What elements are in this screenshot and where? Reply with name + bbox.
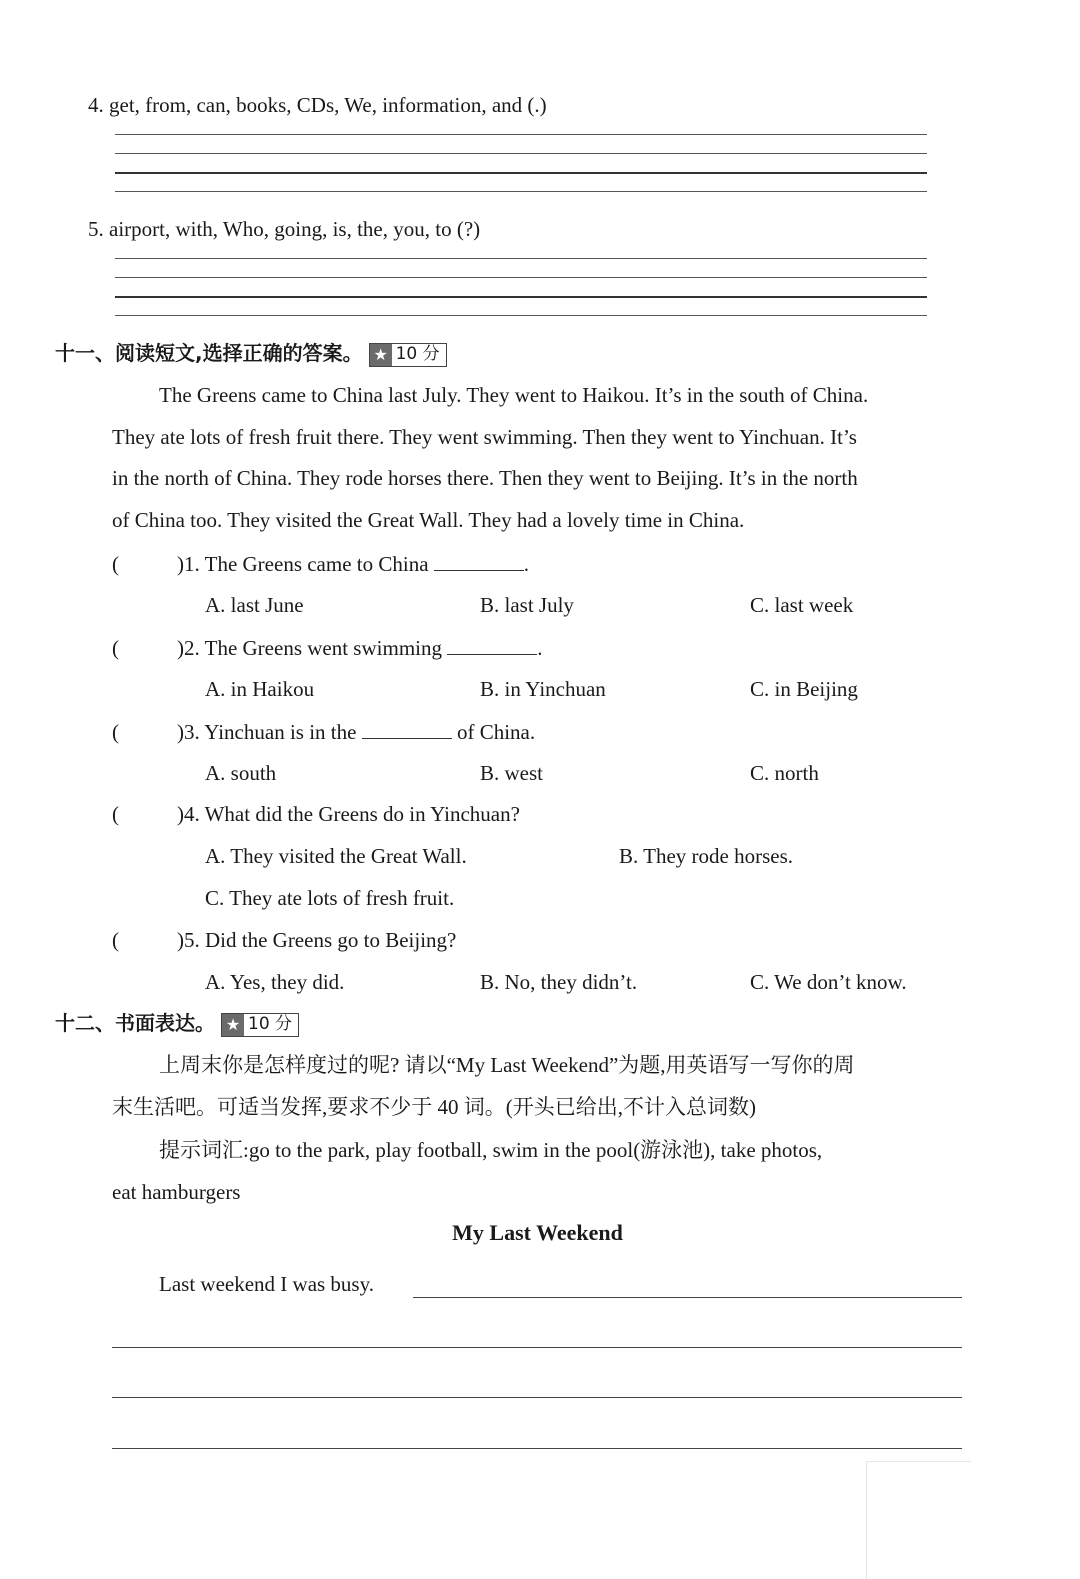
answer-line	[115, 258, 927, 259]
star-icon: ★	[370, 344, 392, 366]
passage-line: The Greens came to China last July. They went to Haikou. It’s in the south of China.	[159, 383, 869, 407]
passage-line: They ate lots of fresh fruit there. They went swimming. Then they went to Yinchuan. It’s	[112, 424, 857, 449]
option-b: B. west	[480, 761, 543, 785]
option-a: A. last June	[205, 593, 304, 617]
answer-line	[115, 191, 927, 192]
question-stem-end: .	[537, 636, 543, 660]
section-11-heading	[55, 339, 447, 367]
question-stem: )2. The Greens went swimming	[177, 636, 442, 660]
answer-blank[interactable]	[434, 550, 524, 571]
option-c: C. north	[750, 761, 819, 785]
writing-line[interactable]	[413, 1297, 962, 1298]
writing-prompt-line-2: 末生活吧。可适当发挥,要求不少于 40 词。(开头已给出,不计入总词数)	[112, 1095, 756, 1119]
answer-line	[115, 296, 927, 298]
score-label: 10 分	[395, 343, 440, 364]
option-a: A. Yes, they did.	[205, 970, 345, 994]
question-stem: )3. Yinchuan is in the	[177, 720, 357, 744]
essay-opening: Last weekend I was busy.	[159, 1272, 374, 1296]
score-box	[866, 1461, 971, 1579]
reading-passage	[112, 375, 962, 541]
section-12-title: 十二、书面表达。	[55, 1011, 215, 1035]
hint-words-line-1: 提示词汇:go to the park, play football, swim in the pool(游泳池), take photos,	[159, 1138, 823, 1162]
star-icon: ★	[222, 1014, 244, 1036]
answer-blank[interactable]	[447, 634, 537, 655]
score-label: 10 分	[248, 1013, 293, 1034]
answer-blank[interactable]	[362, 718, 452, 739]
option-c: C. We don’t know.	[750, 970, 907, 994]
answer-line	[115, 315, 927, 316]
section-11-title: 十一、阅读短文,选择正确的答案。	[55, 341, 363, 365]
option-c: C. They ate lots of fresh fruit.	[205, 886, 455, 910]
question-5-prompt: 5. airport, with, Who, going, is, the, you, to (?)	[88, 217, 481, 241]
question-stem: )1. The Greens came to China	[177, 552, 429, 576]
section-12-heading	[55, 1009, 299, 1037]
question-stem: )4. What did the Greens do in Yinchuan?	[177, 802, 520, 826]
question-stem-end: of China.	[456, 720, 536, 744]
passage-line: in the north of China. They rode horses there. Then they went to Beijing. It’s in the north	[112, 466, 858, 491]
writing-prompt-line-1: 上周末你是怎样度过的呢? 请以“My Last Weekend”为题,用英语写一写你的周	[159, 1053, 855, 1077]
option-a: A. They visited the Great Wall.	[205, 844, 467, 868]
score-badge	[369, 343, 447, 367]
question-stem-end: .	[523, 552, 530, 576]
score-badge	[221, 1013, 299, 1037]
writing-line[interactable]	[112, 1397, 962, 1398]
question-4: ( )4. What did the Greens do in Yinchuan?	[112, 802, 520, 826]
question-4-prompt: 4. get, from, can, books, CDs, We, information, and (.)	[88, 93, 547, 117]
question-stem: )5. Did the Greens go to Beijing?	[177, 928, 457, 952]
hint-words-line-2: eat hamburgers	[112, 1180, 241, 1204]
question-2: ( )2. The Greens went swimming .	[112, 636, 543, 660]
question-1: ( )1. The Greens came to China .	[112, 552, 530, 576]
option-b: B. No, they didn’t.	[480, 970, 638, 994]
answer-line	[115, 172, 927, 174]
answer-line	[115, 134, 927, 135]
option-b: B. in Yinchuan	[480, 677, 606, 701]
option-b: B. They rode horses.	[619, 844, 793, 868]
answer-line	[115, 277, 927, 278]
writing-line[interactable]	[112, 1347, 962, 1348]
option-a: A. south	[205, 761, 277, 785]
option-c: C. last week	[750, 593, 854, 617]
option-b: B. last July	[480, 593, 574, 617]
passage-line: of China too. They visited the Great Wall. They had a lovely time in China.	[112, 507, 745, 532]
option-c: C. in Beijing	[750, 677, 858, 701]
answer-line	[115, 153, 927, 154]
essay-title: My Last Weekend	[452, 1220, 623, 1245]
option-a: A. in Haikou	[205, 677, 315, 701]
question-5: ( )5. Did the Greens go to Beijing?	[112, 928, 457, 952]
writing-line[interactable]	[112, 1448, 962, 1449]
question-3: ( )3. Yinchuan is in the of China.	[112, 720, 536, 744]
